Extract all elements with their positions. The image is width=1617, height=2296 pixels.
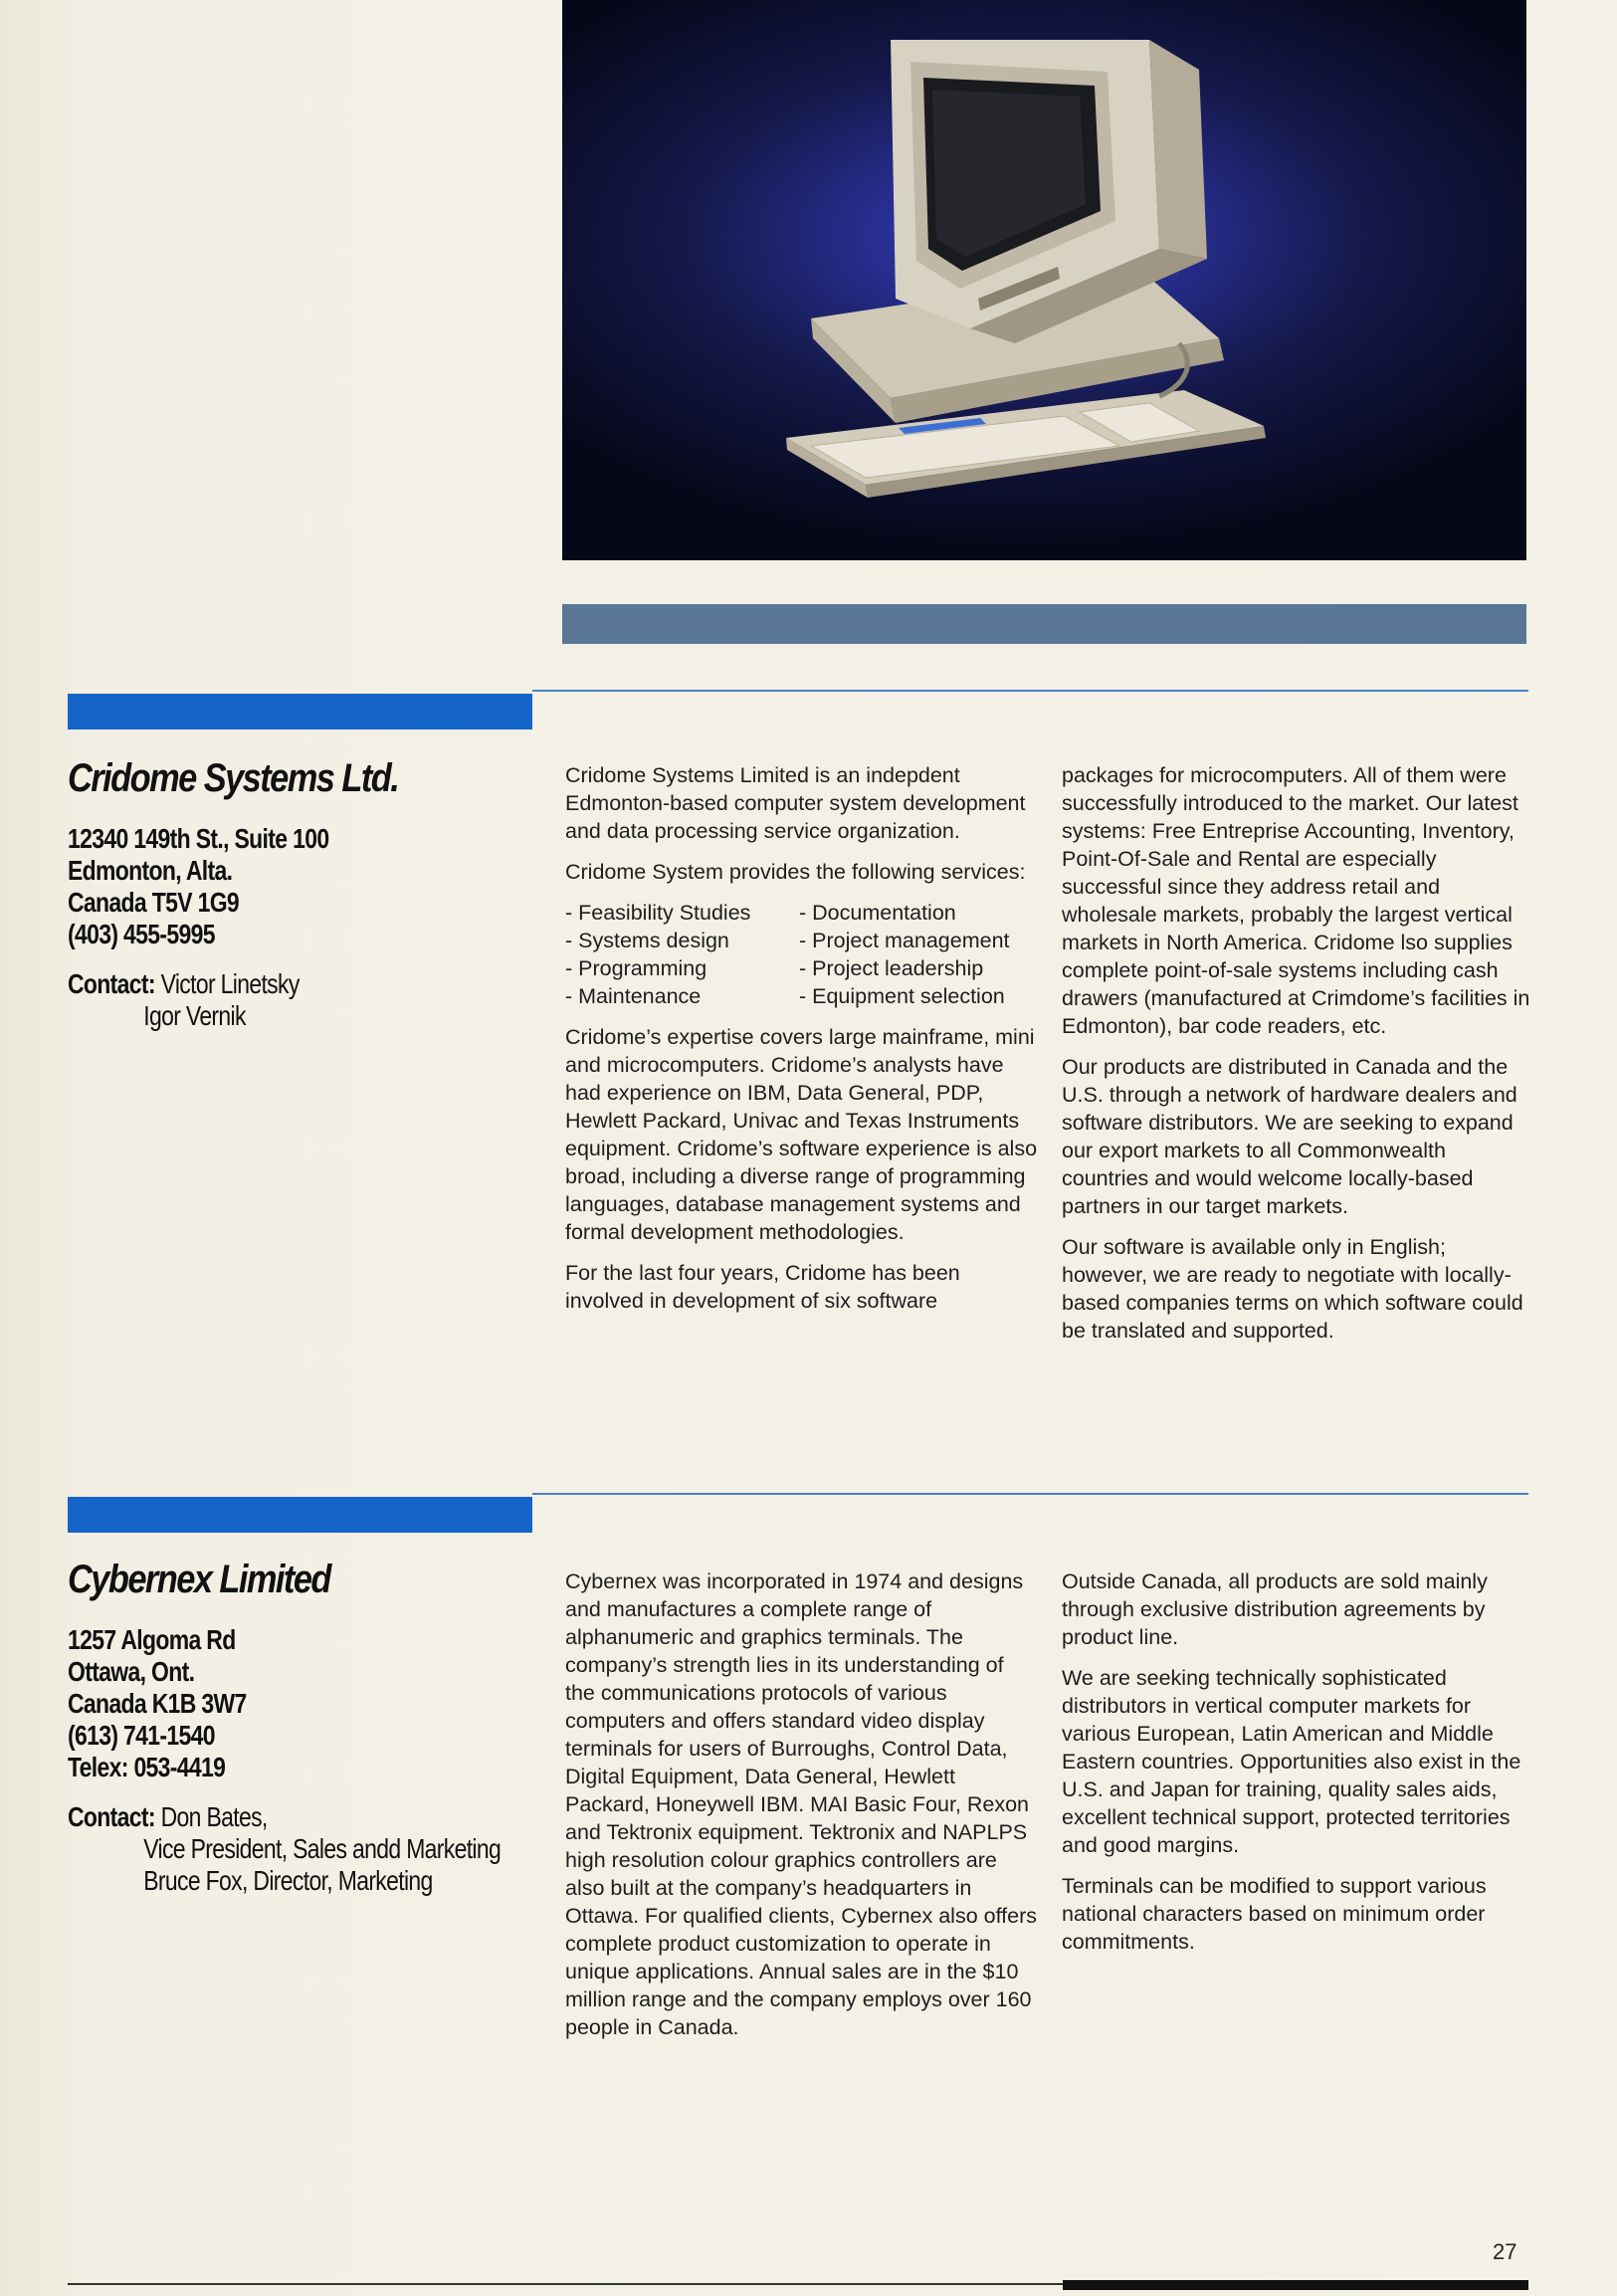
photo-caption-bar [562, 604, 1526, 644]
body-column-1 [565, 1567, 1038, 2054]
contact-name: Victor Linetsky [160, 968, 300, 999]
company-name: Cybernex Limited [68, 1558, 330, 1601]
contact-label: Contact: [68, 1801, 155, 1832]
contact-line [68, 968, 460, 1000]
contact-block [68, 1801, 545, 1897]
section-divider [532, 1493, 1528, 1495]
services-row [565, 954, 1038, 982]
contact-line [68, 1801, 460, 1833]
contact-name: Igor Vernik [143, 1000, 246, 1031]
paragraph: Outside Canada, all products are sold mainly through exclusive distribution agreements by product line. [1062, 1569, 1488, 1649]
paragraph: Terminals can be modified to support various national characters based on minimum order commitments. [1062, 1874, 1487, 1954]
services-row [565, 982, 1038, 1010]
company-info-cybernex [68, 1558, 545, 1897]
paragraph: We are seeking technically sophisticated distributors in vertical computer markets for various European, Latin American and Middle Eastern countries. Opportunities also exist in the U.S. and Japan for training, quality sales aids, excellent technical support, protected territories and good margins. [1062, 1666, 1521, 1857]
contact-name: Don Bates, [160, 1801, 268, 1832]
company-address [68, 1624, 545, 1783]
paragraph: Our products are distributed in Canada and the U.S. through a network of hardware dealers and software distributors. We are seeking to expand our export markets to all Commonwealth countries and would welcome locally-based partners in our target markets. [1062, 1055, 1517, 1218]
services-list [565, 899, 1038, 1010]
contact-block [68, 968, 545, 1032]
contact-name: Bruce Fox, Director, Marketing [143, 1865, 433, 1896]
company-info-cridome [68, 756, 545, 1032]
telex-number: Telex: 053-4419 [68, 1752, 226, 1782]
services-row [565, 927, 1038, 954]
company-address [68, 823, 545, 950]
paragraph: Our software is available only in English; however, we are ready to negotiate with locally-based companies terms on which software could be translated and supported. [1062, 1235, 1523, 1343]
service-item: - Equipment selection [799, 984, 1005, 1008]
address-line: 1257 Algoma Rd [68, 1624, 236, 1655]
phone-number: (403) 455-5995 [68, 919, 215, 949]
terminal-photo [562, 0, 1526, 560]
address-line: Edmonton, Alta. [68, 855, 233, 886]
service-item: - Programming [565, 956, 707, 980]
service-item: - Project leadership [799, 956, 984, 980]
body-column-1 [565, 761, 1038, 1328]
paragraph: Cridome System provides the following services: [565, 860, 1026, 884]
service-item: - Systems design [565, 929, 729, 952]
service-item: - Documentation [799, 901, 956, 925]
services-row [565, 899, 1038, 927]
page-number: 27 [1493, 2239, 1517, 2264]
paragraph: Cridome Systems Limited is an indepdent Edmonton-based computer system development and data processing service organization. [565, 763, 1026, 843]
address-line: Canada T5V 1G9 [68, 887, 240, 918]
address-line: 12340 149th St., Suite 100 [68, 823, 329, 854]
address-line: Ottawa, Ont. [68, 1656, 195, 1687]
phone-number: (613) 741-1540 [68, 1720, 215, 1751]
paragraph: For the last four years, Cridome has been involved in development of six software [565, 1261, 960, 1313]
service-item: - Project management [799, 929, 1010, 952]
footer-bar [1063, 2280, 1528, 2290]
paragraph: Cybernex was incorporated in 1974 and designs and manufactures a complete range of alphanumeric and graphics terminals. The company’s strength lies in its understanding of the communications protocols of various computers and offers standard video display terminals for users of Burroughs, Control Data, Digital Equipment, Data General, Hewlett Packard, Honeywell IBM. MAI Basic Four, Rexon and Tektronix equipment. Tektronix and NAPLPS high resolution colour graphics controllers are also built at the company’s headquarters in Ottawa. For qualified clients, Cybernex also offers complete product customization to operate in unique applications. Annual sales are in the $10 million range and the company employs over 160 people in Canada. [565, 1569, 1038, 2039]
section-color-bar [68, 1497, 532, 1533]
section-color-bar [68, 694, 532, 730]
contact-title: Vice President, Sales andd Marketing [143, 1833, 502, 1864]
paragraph: Cridome’s expertise covers large mainframe, mini and microcomputers. Cridome’s analysts have had experience on IBM, Data General, PDP, Hewlett Packard, Univac and Texas Instruments equipment. Cridome’s software experience is also broad, including a diverse range of programming languages, database management systems and formal development methodologies. [565, 1025, 1038, 1244]
service-item: - Maintenance [565, 984, 702, 1008]
paragraph: packages for microcomputers. All of them were successfully introduced to the market. Our latest systems: Free Entreprise Accounting, Inventory, Point-Of-Sale and Rental are especially successful since they address retail and wholesale markets, probably the largest vertical markets in North America. Cridome lso supplies complete point-of-sale systems including cash drawers (manufactured at Crimdome’s facilities in Edmonton), bar code readers, etc. [1062, 763, 1530, 1038]
footer-rule [68, 2283, 1063, 2285]
service-item: - Feasibility Studies [565, 901, 751, 925]
address-line: Canada K1B 3W7 [68, 1688, 247, 1719]
contact-label: Contact: [68, 968, 155, 999]
body-column-2 [1062, 1567, 1534, 1969]
body-column-2 [1062, 761, 1534, 1357]
section-divider [532, 690, 1528, 692]
company-name: Cridome Systems Ltd. [68, 756, 399, 800]
